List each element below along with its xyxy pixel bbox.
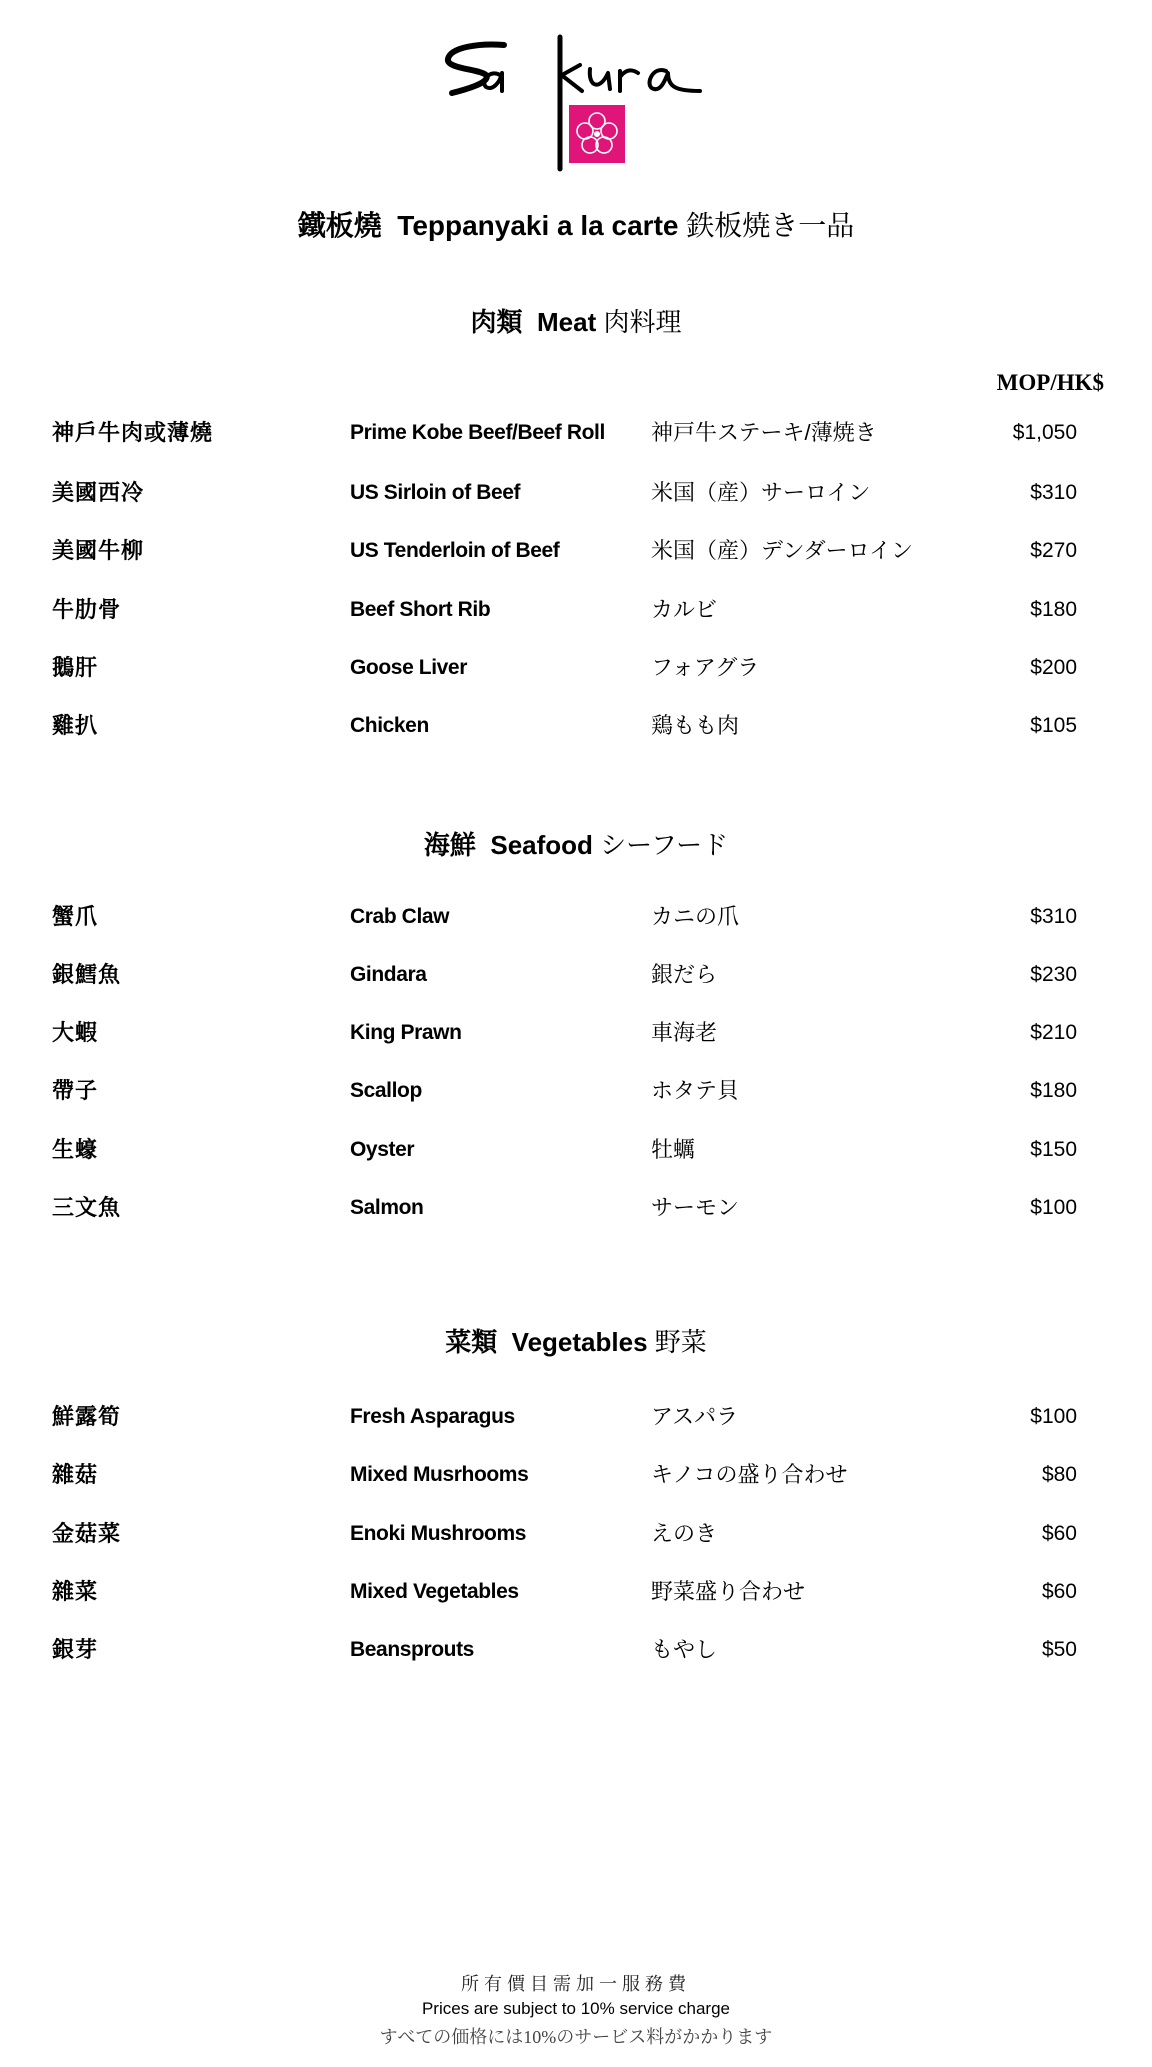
item-name-jp: カルビ — [651, 597, 718, 622]
item-name-jp: もやし — [651, 1637, 718, 1662]
item-price: $180 — [1030, 598, 1077, 621]
section-heading — [0, 825, 1152, 862]
item-name-jp: 牡蠣 — [651, 1137, 696, 1162]
menu-item-row — [0, 1572, 1152, 1612]
item-name-jp: フォアグラ — [651, 655, 760, 680]
section-heading-jp: シーフード — [600, 830, 729, 860]
item-name-zh: 三文魚 — [52, 1195, 122, 1221]
item-name-en: Goose Liver — [350, 656, 467, 679]
menu-item-row — [0, 590, 1152, 630]
item-name-jp: ホタテ貝 — [651, 1078, 740, 1103]
item-name-zh: 金菇菜 — [52, 1521, 122, 1547]
item-name-jp: アスパラ — [651, 1404, 739, 1429]
menu-item-row — [0, 1455, 1152, 1495]
item-name-zh: 牛肋骨 — [52, 597, 122, 623]
item-name-zh: 神戶牛肉或薄燒 — [52, 420, 214, 446]
item-name-jp: 野菜盛り合わせ — [651, 1579, 806, 1604]
section-heading-en: Meat — [536, 307, 597, 337]
item-name-en: Salmon — [350, 1196, 424, 1219]
item-name-jp: 銀だら — [651, 962, 718, 987]
item-name-en: Fresh Asparagus — [350, 1405, 515, 1428]
section-heading-jp: 肉料理 — [603, 307, 682, 337]
menu-item-row — [0, 1071, 1152, 1111]
item-name-zh: 生蠔 — [52, 1137, 99, 1163]
menu-item-row — [0, 1188, 1152, 1228]
item-name-jp: 鶏もも肉 — [651, 713, 740, 738]
item-price: $210 — [1030, 1021, 1077, 1044]
currency-label: MOP/HK$ — [996, 370, 1104, 395]
item-name-en: Scallop — [350, 1079, 422, 1102]
item-name-zh: 大蝦 — [52, 1020, 99, 1046]
item-name-en: Mixed Musrhooms — [350, 1463, 529, 1486]
item-name-zh: 鮮露筍 — [52, 1404, 122, 1430]
menu-item-row — [0, 1130, 1152, 1170]
item-name-en: Oyster — [350, 1138, 415, 1161]
item-name-jp: サーモン — [651, 1195, 740, 1220]
item-price: $310 — [1030, 481, 1077, 504]
item-name-zh: 美國牛柳 — [52, 538, 145, 564]
footer-en: Prices are subject to 10% service charge — [421, 1999, 731, 2018]
menu-item-row — [0, 897, 1152, 937]
item-name-en: US Sirloin of Beef — [350, 481, 521, 504]
item-name-zh: 銀芽 — [52, 1637, 99, 1663]
item-price: $60 — [1041, 1522, 1077, 1545]
item-name-jp: カニの爪 — [651, 904, 740, 929]
sakura-logo — [440, 25, 710, 175]
menu-item-row — [0, 531, 1152, 571]
item-price: $230 — [1030, 963, 1077, 986]
item-price: $80 — [1041, 1463, 1077, 1486]
item-name-zh: 帶子 — [52, 1078, 99, 1104]
item-name-zh: 美國西冷 — [52, 480, 145, 506]
item-name-en: Prime Kobe Beef/Beef Roll — [350, 421, 605, 444]
item-name-en: Mixed Vegetables — [350, 1580, 519, 1603]
item-name-zh: 雜菜 — [52, 1579, 99, 1605]
menu-item-row — [0, 706, 1152, 746]
item-price: $180 — [1030, 1079, 1077, 1102]
item-price: $270 — [1030, 539, 1077, 562]
item-price: $150 — [1030, 1138, 1077, 1161]
item-price: $1,050 — [1012, 421, 1077, 444]
menu-item-row — [0, 648, 1152, 688]
item-price: $310 — [1030, 905, 1077, 928]
item-name-en: King Prawn — [350, 1021, 462, 1044]
menu-item-row — [0, 955, 1152, 995]
item-price: $200 — [1030, 656, 1077, 679]
title-en: Teppanyaki a la carte — [397, 210, 679, 241]
title-jp: 鉄板焼き一品 — [686, 210, 855, 241]
item-name-en: Beansprouts — [350, 1638, 474, 1661]
footer-zh: 所有價目需加一服務費 — [461, 1974, 691, 1995]
section-heading-zh: 海鮮 — [423, 831, 476, 861]
footer-jp: すべての価格には10%のサービス料がかかります — [379, 2027, 773, 2047]
item-name-en: Chicken — [350, 714, 429, 737]
item-name-jp: 車海老 — [651, 1020, 718, 1045]
item-name-jp: えのき — [651, 1521, 718, 1546]
menu-item-row — [0, 473, 1152, 513]
item-name-en: US Tenderloin of Beef — [350, 539, 560, 562]
item-name-jp: 神戸牛ステーキ/薄焼き — [651, 420, 877, 445]
menu-item-row — [0, 1514, 1152, 1554]
menu-item-row — [0, 1630, 1152, 1670]
section-heading-en: Seafood — [490, 830, 593, 860]
item-name-en: Enoki Mushrooms — [350, 1522, 527, 1545]
item-name-en: Beef Short Rib — [350, 598, 491, 621]
item-name-en: Crab Claw — [350, 905, 450, 928]
item-name-zh: 蟹爪 — [52, 904, 99, 930]
item-name-zh: 雜菇 — [52, 1462, 99, 1488]
item-name-jp: キノコの盛り合わせ — [651, 1462, 848, 1487]
title-zh: 鐵板燒 — [297, 209, 382, 242]
item-price: $100 — [1030, 1405, 1077, 1428]
section-heading-zh: 肉類 — [470, 308, 523, 338]
section-heading — [0, 302, 1152, 339]
section-heading — [0, 1322, 1152, 1359]
item-price: $60 — [1041, 1580, 1077, 1603]
menu-item-row — [0, 1013, 1152, 1053]
item-name-jp: 米国（産）サーロイン — [651, 480, 871, 505]
item-name-zh: 銀鱈魚 — [52, 962, 122, 988]
item-name-zh: 雞扒 — [52, 713, 99, 739]
item-price: $100 — [1030, 1196, 1077, 1219]
section-heading-en: Vegetables — [511, 1327, 648, 1357]
item-name-jp: 米国（産）デンダーロイン — [651, 538, 914, 563]
item-name-zh: 鵝肝 — [52, 655, 99, 681]
menu-item-row — [0, 1397, 1152, 1437]
section-heading-zh: 菜類 — [445, 1328, 498, 1358]
item-name-en: Gindara — [350, 963, 427, 986]
item-price: $105 — [1030, 714, 1077, 737]
item-price: $50 — [1041, 1638, 1077, 1661]
menu-title — [0, 204, 1152, 244]
section-heading-jp: 野菜 — [654, 1327, 707, 1357]
menu-item-row — [0, 413, 1152, 453]
